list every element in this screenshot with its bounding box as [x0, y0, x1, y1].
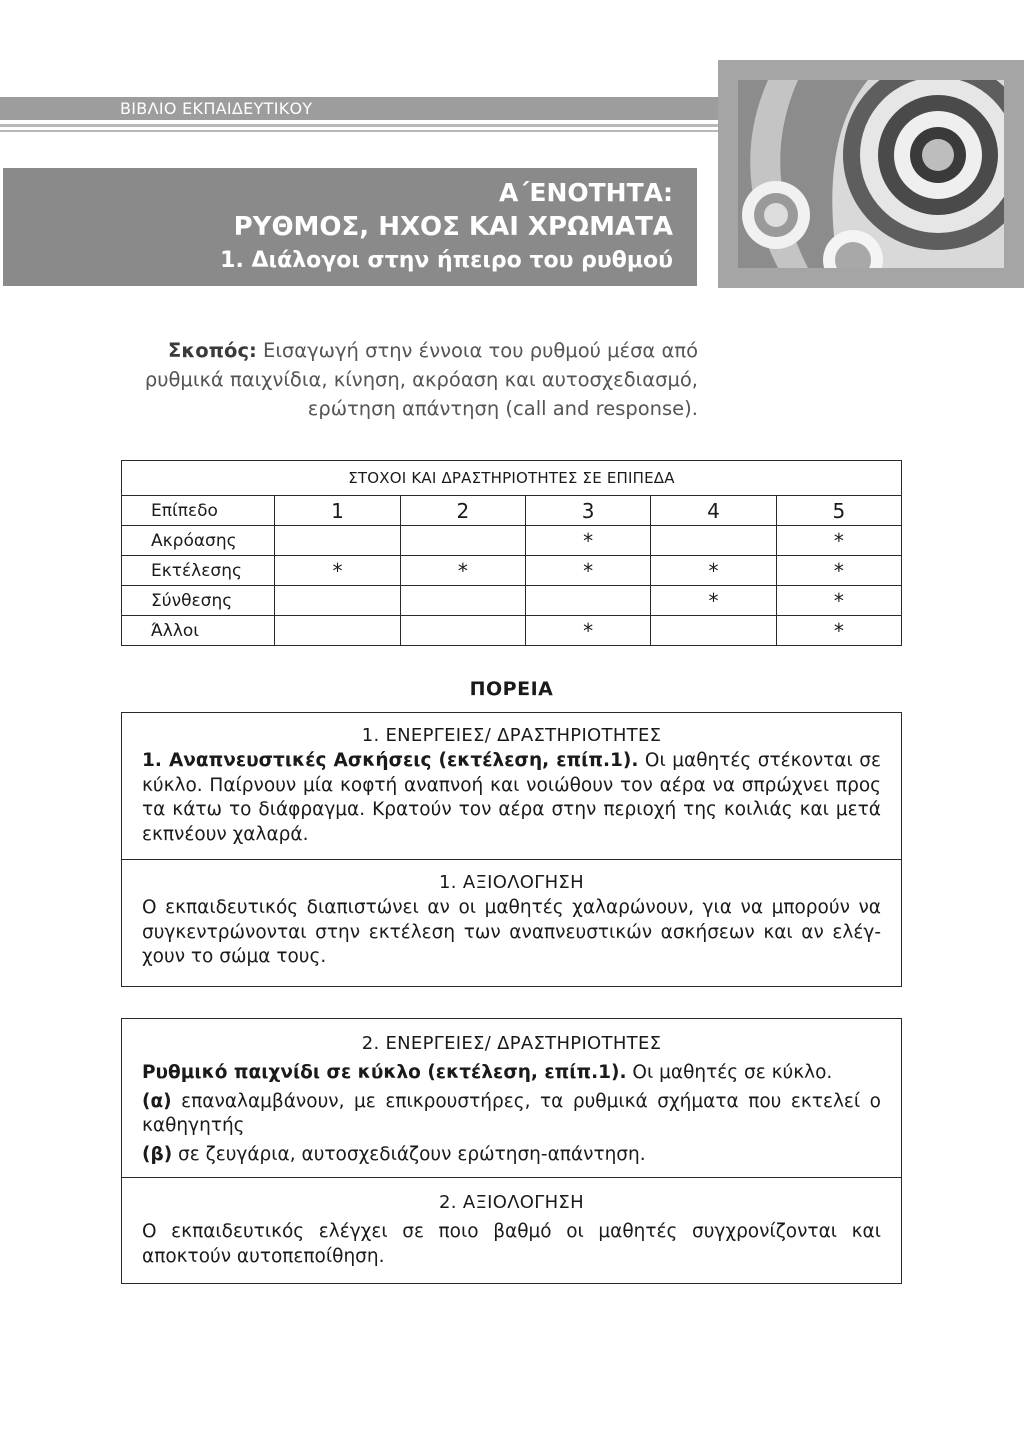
activity-bold-2: Ρυθμικό παιχνίδι σε κύκλο (εκτέλεση, επίπ.1).: [142, 1062, 627, 1083]
activity-box-2: [121, 1018, 902, 1284]
table-cell: *: [776, 526, 901, 556]
table-cell: *: [776, 616, 901, 646]
activities-section-2: [122, 1019, 901, 1177]
table-row: [122, 556, 902, 586]
table-cell: [275, 586, 400, 616]
chapter-title-box: [3, 168, 697, 286]
table-cell: *: [526, 616, 651, 646]
item-b-text: σε ζευγάρια, αυτοσχεδιάζουν ερώτηση-απάντηση.: [172, 1143, 646, 1165]
lesson-goal: [110, 336, 698, 423]
table-caption: ΣΤΟΧΟΙ ΚΑΙ ΔΡΑΣΤΗΡΙΟΤΗΤΕΣ ΣΕ ΕΠΙΠΕΔΑ: [122, 461, 902, 496]
table-cell: [275, 526, 400, 556]
activities-section-1: [122, 713, 901, 859]
table-cell: [400, 616, 525, 646]
table-cell: [526, 586, 651, 616]
evaluation-text-1: Ο εκπαιδευτικός διαπιστώνει αν οι μαθητές χαλαρώνουν, για να μπορούν να συγκεντρώνονται στην εκτέλεση των αναπνευστικών ασκήσεων και αν ελέγ-χουν το σώμα τους.: [142, 897, 881, 967]
lesson-title: 1. Διάλογοι στην ήπειρο του ρυθμού: [220, 248, 673, 273]
activity-bold-1: 1. Αναπνευστικές Ασκήσεις (εκτέλεση, επίπ.1).: [142, 750, 639, 771]
table-cell: *: [776, 586, 901, 616]
level-number: 4: [651, 496, 776, 526]
goal-line-3: ερώτηση απάντηση (call and response).: [307, 397, 698, 420]
levels-table: [121, 460, 902, 646]
decorative-artwork: [718, 60, 1024, 288]
table-row: [122, 586, 902, 616]
activity-box-1: [121, 712, 902, 987]
table-cell: *: [651, 556, 776, 586]
table-cell: *: [400, 556, 525, 586]
evaluation-text-2: Ο εκπαιδευτικός ελέγχει σε ποιο βαθμό οι μαθητές συγχρονίζονται και αποκτούν αυτοπεποίθηση.: [142, 1221, 881, 1267]
activity-body-1: Οι μαθητές στέκονται σε κύκλο. Παίρνουν μία κοφτή αναπνοή και νοιώθουν τον αέρα να σπρώχνει προς τα κάτω το διάφραγμα. Κρατούν τον αέρα στην περιοχή της κοιλιάς και μετά εκπνέουν χαλαρά.: [142, 750, 881, 845]
level-number: 2: [400, 496, 525, 526]
table-cell: [275, 616, 400, 646]
goal-label: Σκοπός:: [168, 339, 257, 362]
table-caption-row: [122, 461, 902, 496]
evaluation-title-1: 1. ΑΞΙΟΛΟΓΗΣΗ: [439, 872, 584, 893]
table-row: [122, 616, 902, 646]
book-label-strip: [0, 97, 718, 120]
activity-item-b: [142, 1143, 881, 1168]
activity-item-a: [142, 1090, 881, 1139]
table-cell: *: [526, 526, 651, 556]
evaluation-section-1: [122, 859, 901, 986]
table-cell: *: [526, 556, 651, 586]
row-label: Σύνθεσης: [122, 586, 275, 616]
evaluation-section-2: [122, 1177, 901, 1283]
unit-title: ΡΥΘΜΟΣ, ΗΧΟΣ ΚΑΙ ΧΡΩΜΑΤΑ: [233, 212, 673, 242]
table-cell: [651, 616, 776, 646]
item-a-label: (α): [142, 1090, 172, 1112]
table-header-row: [122, 496, 902, 526]
header-rule-bottom: [0, 130, 718, 132]
level-number: 3: [526, 496, 651, 526]
abstract-circles-image: [738, 80, 1004, 268]
process-heading: ΠΟΡΕΙΑ: [469, 678, 554, 700]
goal-line-1: Εισαγωγή στην έννοια του ρυθμού μέσα από: [263, 339, 698, 362]
level-number: 5: [776, 496, 901, 526]
table-cell: *: [651, 586, 776, 616]
activities-title-1: 1. ΕΝΕΡΓΕΙΕΣ/ ΔΡΑΣΤΗΡΙΟΤΗΤΕΣ: [361, 725, 662, 746]
unit-label: Α΄ΕΝΟΤΗΤΑ:: [498, 178, 673, 207]
activity-body-2: Οι μαθητές σε κύκλο.: [626, 1062, 833, 1083]
activity-text-1: [142, 749, 881, 847]
row-label: Ακρόασης: [122, 526, 275, 556]
book-label: ΒΙΒΛΙΟ ΕΚΠΑΙΔΕΥΤΙΚΟΥ: [120, 99, 313, 118]
row-label: Άλλοι: [122, 616, 275, 646]
activity-text-2: [142, 1061, 881, 1086]
goal-line-2: ρυθμικά παιχνίδια, κίνηση, ακρόαση και αυτοσχεδιασμό,: [144, 368, 698, 391]
table-cell: *: [776, 556, 901, 586]
activities-title-2: 2. ΕΝΕΡΓΕΙΕΣ/ ΔΡΑΣΤΗΡΙΟΤΗΤΕΣ: [361, 1033, 662, 1054]
table-cell: [400, 586, 525, 616]
header-label: Επίπεδο: [122, 496, 275, 526]
row-label: Εκτέλεσης: [122, 556, 275, 586]
table-cell: [651, 526, 776, 556]
table-cell: [400, 526, 525, 556]
header-rule-top: [0, 124, 718, 127]
table-row: [122, 526, 902, 556]
item-a-text: επαναλαμβάνουν, με επικρουστήρες, τα ρυθμικά σχήματα που εκτελεί ο καθηγητής: [142, 1090, 881, 1136]
item-b-label: (β): [142, 1143, 173, 1165]
evaluation-title-2: 2. ΑΞΙΟΛΟΓΗΣΗ: [439, 1192, 584, 1213]
level-number: 1: [275, 496, 400, 526]
table-cell: *: [275, 556, 400, 586]
